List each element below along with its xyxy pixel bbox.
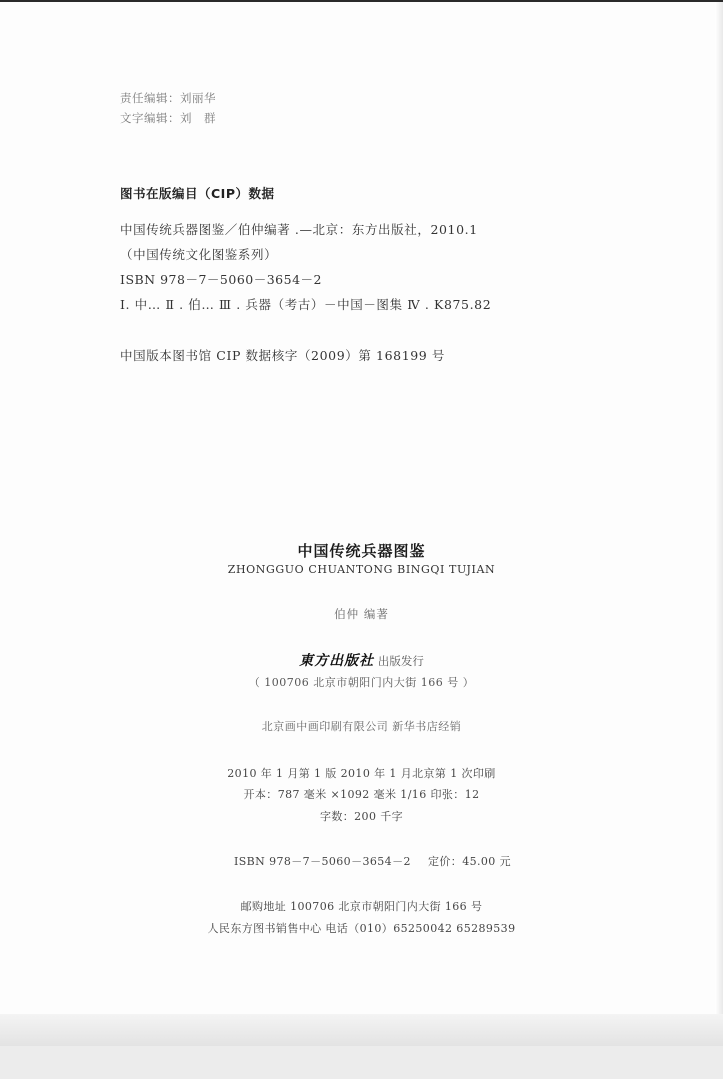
edition-info: 2010 年 1 月第 1 版 2010 年 1 月北京第 1 次印刷	[227, 767, 496, 780]
book-title: 中国传统兵器图鉴	[297, 542, 426, 560]
cip-record-number: 中国版本图书馆 CIP 数据核字（2009）第 168199 号	[120, 348, 446, 363]
publisher-line	[0, 650, 723, 670]
cip-line: （中国传统文化图鉴系列）	[120, 247, 278, 262]
word-count: 字数：200 千字	[319, 810, 404, 823]
isbn-number: ISBN 978－7－5060－3654－2	[234, 855, 411, 868]
publisher-address: （ 100706 北京市朝阳门内大街 166 号 ）	[248, 676, 475, 689]
sales-center-phone: 人民东方图书销售中心 电话（010）65250042 65289539	[207, 922, 516, 935]
cip-line: 中国传统兵器图鉴／伯仲编著 .—北京：东方出版社，2010.1	[120, 222, 478, 237]
responsible-editor: 责任编辑：刘丽华	[120, 91, 216, 105]
printer-info: 北京画中画印刷有限公司 新华书店经销	[261, 720, 462, 733]
cip-classification: Ⅰ. 中… Ⅱ . 伯… Ⅲ . 兵器（考古）－中国－图集 Ⅳ . K875.82	[120, 297, 492, 312]
publisher-suffix: 出版发行	[374, 654, 424, 668]
scan-bottom-margin	[0, 1014, 723, 1046]
page-edge-shadow	[715, 2, 723, 1016]
publisher-logo: 東方出版社	[299, 653, 375, 669]
cip-heading: 图书在版编目（CIP）数据	[120, 186, 275, 201]
mail-order-address: 邮购地址 100706 北京市朝阳门内大街 166 号	[240, 900, 483, 913]
cip-isbn: ISBN 978－7－5060－3654－2	[120, 272, 322, 287]
price: 定价：45.00 元	[428, 855, 511, 868]
book-title-pinyin: ZHONGGUO CHUANTONG BINGQI TUJIAN	[227, 563, 496, 576]
text-editor: 文字编辑：刘 群	[120, 111, 216, 125]
book-author: 伯仲 编著	[334, 607, 389, 621]
format-info: 开本：787 毫米 ×1092 毫米 1/16 印张：12	[243, 788, 480, 801]
